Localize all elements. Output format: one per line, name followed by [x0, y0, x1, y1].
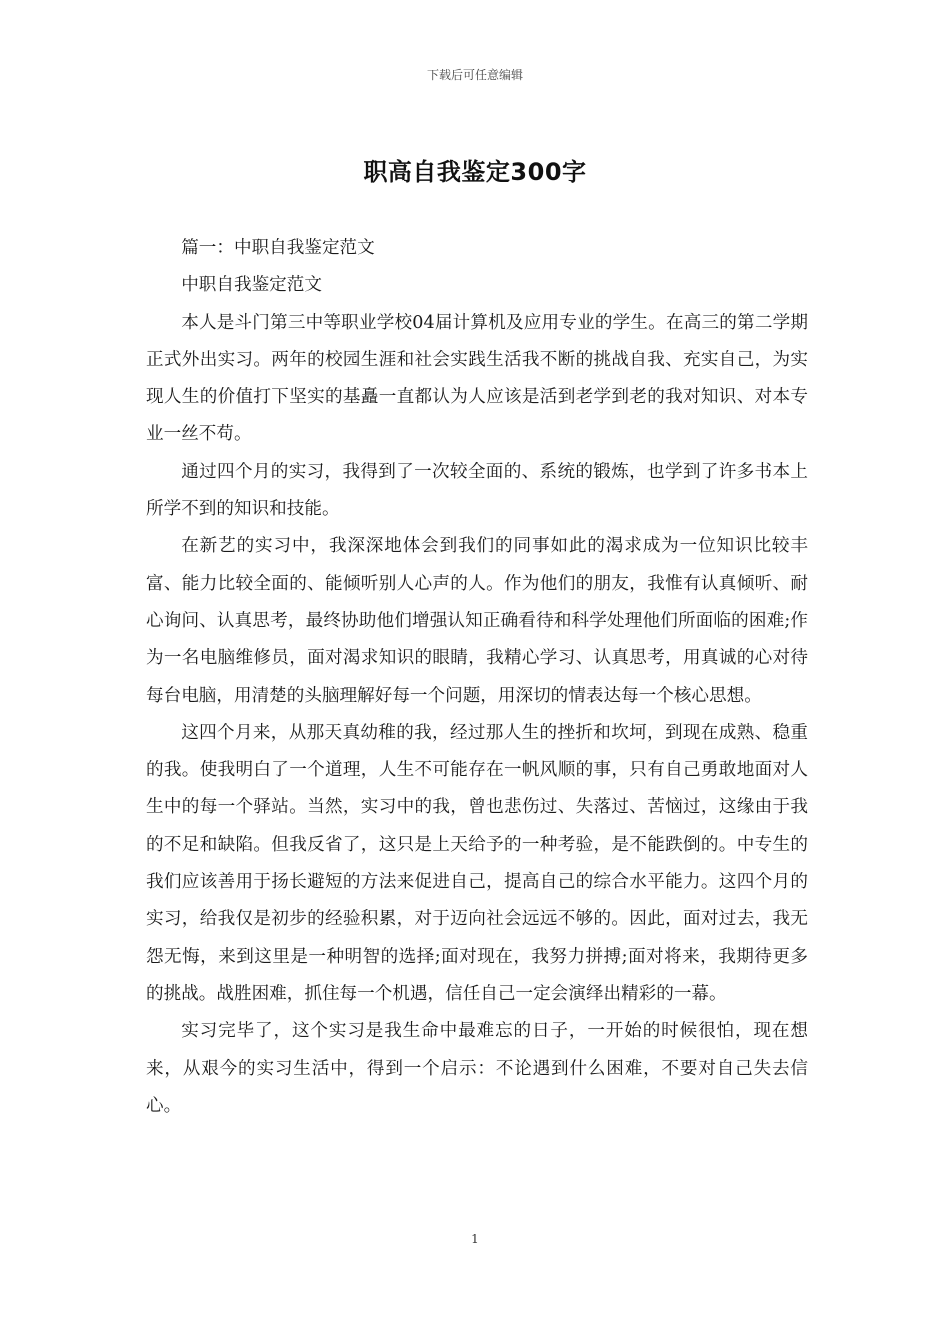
section-heading: 篇一：中职自我鉴定范文 — [181, 238, 375, 258]
header-note: 下载后可任意编辑 — [426, 68, 523, 82]
paragraph: 在新艺的实习中，我深深地体会到我们的同事如此的渴求成为一位知识比较丰富、能力比较全面的、能倾听别人心声的人。作为他们的朋友，我惟有认真倾听、耐心询问、认真思考，最终协助他们增强认知正确看待和科学处理他们所面临的困难;作为一名电脑维修员，面对渴求知识的眼睛，我精心学习、认真思考，用真诚的心对待每台电脑，用清楚的头脑理解好每一个问题，用深切的情表达每一个核心思想。 — [146, 536, 808, 706]
paragraph: 通过四个月的实习，我得到了一次较全面的、系统的锻炼，也学到了许多书本上所学不到的知识和技能。 — [146, 461, 808, 520]
paragraph: 这四个月来，从那天真幼稚的我，经过那人生的挫折和坎坷，到现在成熟、稳重的我。使我明白了一个道理，人生不可能存在一帆风顺的事，只有自己勇敢地面对人生中的每一个驿站。当然，实习中的我，曾也悲伤过、失落过、苦恼过，这缘由于我的不足和缺陷。但我反省了，这只是上天给予的一种考验，是不能跌倒的。中专生的我们应该善用于扬长避短的方法来促进自己，提高自己的综合水平能力。这四个月的实习，给我仅是初步的经验积累，对于迈向社会远远不够的。因此，面对过去，我无怨无悔，来到这里是一种明智的选择;面对现在，我努力拼搏;面对将来，我期待更多的挑战。战胜困难，抓住每一个机遇，信任自己一定会演绎出精彩的一幕。 — [146, 722, 808, 1004]
page-number: 1 — [471, 1232, 479, 1246]
document-title: 职高自我鉴定300字 — [363, 158, 587, 186]
paragraph: 本人是斗门第三中等职业学校04届计算机及应用专业的学生。在高三的第二学期正式外出实习。两年的校园生涯和社会实践生活我不断的挑战自我、充实自己，为实现人生的价值打下坚实的基矗一直都认为人应该是活到老学到老的我对知识、对本专业一丝不苟。 — [146, 312, 808, 445]
document-body — [146, 230, 808, 1125]
subheading: 中职自我鉴定范文 — [181, 275, 322, 296]
paragraph: 实习完毕了，这个实习是我生命中最难忘的日子，一开始的时候很怕，现在想来，从艰今的实习生活中，得到一个启示：不论遇到什么困难，不要对自己失去信心。 — [146, 1021, 808, 1116]
